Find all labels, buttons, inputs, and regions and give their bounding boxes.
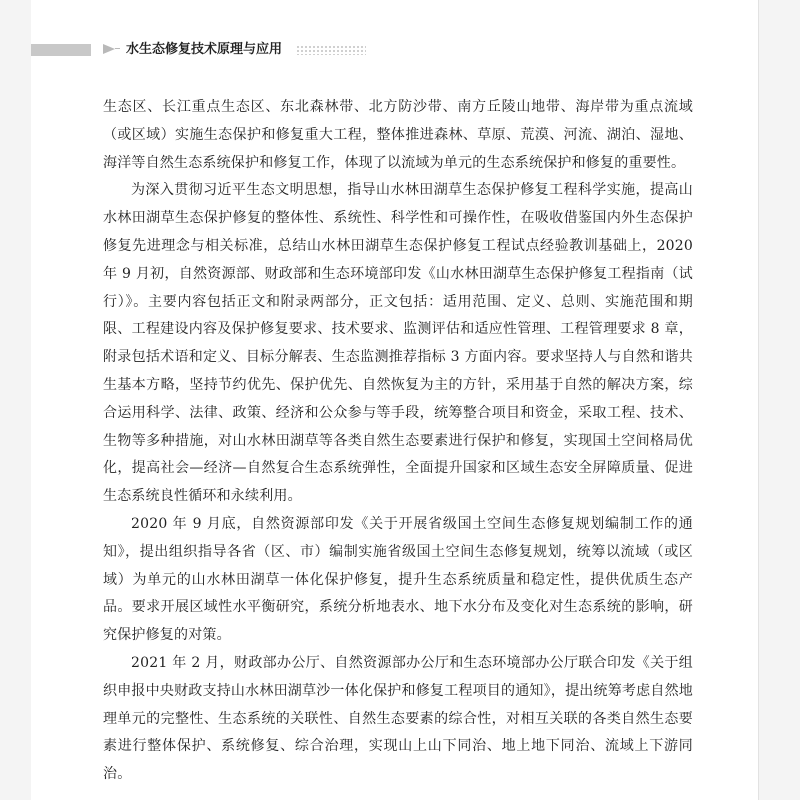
paragraph-2: 为深入贯彻习近平生态文明思想，指导山水林田湖草生态保护修复工程科学实施，提高山水林田湖草生态保护修复的整体性、系统性、科学性和可操作性，在吸收借鉴国内外生态保护修复先进理念与相关标准，总结山水林田湖草生态保护修复工程试点经验教训基础上，2020 年 9 月初，自然资源部、财政部和生态环境部印发《山水林田湖草生态保护修复工程指南（试行）》。主要内容包括正文和附录两部分，正文包括：适用范围、定义、总则、实施范围和期限、工程建设内容及保护修复要求、技术要求、监测评估和适应性管理、工程管理要求 8 章，附录包括术语和定义、目标分解表、生态监测推荐指标 3 方面内容。要求坚持人与自然和谐共生基本方略，坚持节约优先、保护优先、自然恢复为主的方针，采用基于自然的解决方案，综合运用科学、法律、政策、经济和公众参与等手段，统筹整合项目和资金，采取工程、技术、生物等多种措施，对山水林田湖草等各类自然生态要素进行保护和修复，实现国土空间格局优化，提高社会—经济—自然复合生态系统弹性，全面提升国家和区域生态安全屏障质量、促进生态系统良性循环和永续利用。 [103, 182, 693, 505]
book-page [31, 0, 759, 800]
paragraph-1: 生态区、长江重点生态区、东北森林带、北方防沙带、南方丘陵山地带、海岸带为重点流域（或区域）实施生态保护和修复重大工程，整体推进森林、草原、荒漠、河流、湖泊、湿地、海洋等自然生态系统保护和修复工作，体现了以流域为单元的生态系统保护和修复的重要性。 [103, 99, 693, 171]
header-gray-bar [31, 44, 91, 56]
body-text [103, 94, 693, 789]
header-dot-pattern [296, 45, 366, 55]
running-header [31, 41, 451, 59]
header-arrow-icon [103, 44, 115, 54]
header-arrow-line [115, 48, 120, 49]
paragraph-3: 2020 年 9 月底，自然资源部印发《关于开展省级国土空间生态修复规划编制工作的通知》，提出组织指导各省（区、市）编制实施省级国土空间生态修复规划，统筹以流域（或区域）为单元的山水林田湖草一体化保护修复，提升生态系统质量和稳定性，提供优质生态产品。要求开展区域性水平衡研究，系统分析地表水、地下水分布及变化对生态系统的影响，研究保护修复的对策。 [103, 515, 693, 644]
book-title: 水生态修复技术原理与应用 [126, 42, 283, 57]
paragraph-4: 2021 年 2 月，财政部办公厅、自然资源部办公厅和生态环境部办公厅联合印发《关于组织申报中央财政支持山水林田湖草沙一体化保护和修复工程项目的通知》，提出统筹考虑自然地理单元的完整性、生态系统的关联性、自然生态要素的综合性，对相互关联的各类自然生态要素进行整体保护、系统修复、综合治理，实现山上山下同治、地上地下同治、流域上下游同治。 [103, 654, 693, 783]
